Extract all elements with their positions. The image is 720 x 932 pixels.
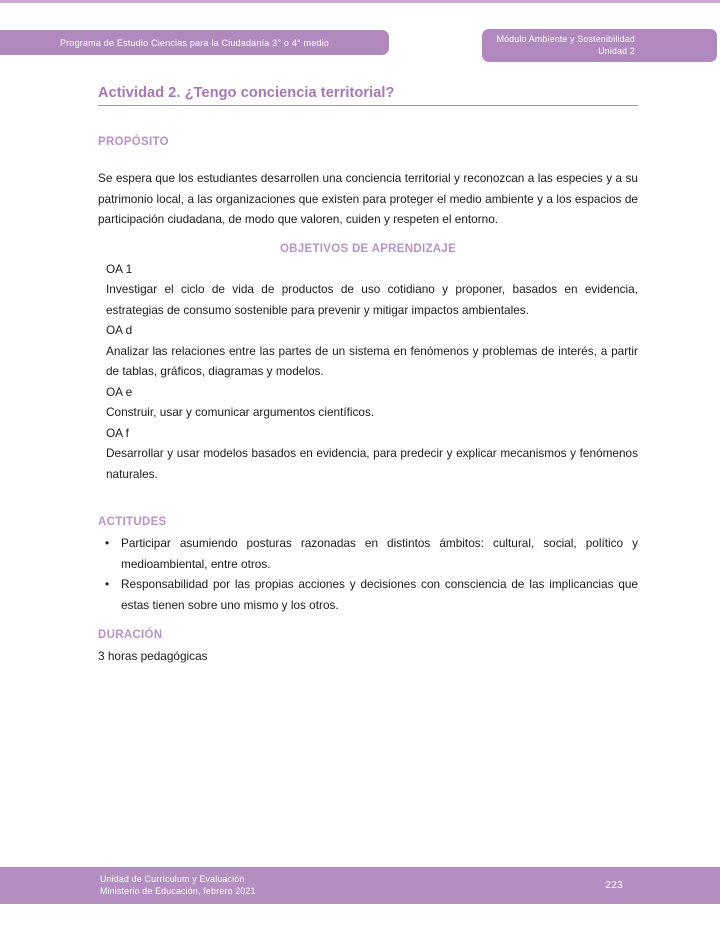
oa-code: OA d bbox=[106, 323, 133, 337]
oa-text: Construir, usar y comunicar argumentos científicos. bbox=[106, 405, 375, 419]
oa-code: OA e bbox=[106, 384, 133, 399]
actitudes-list bbox=[98, 533, 638, 615]
main-content bbox=[98, 82, 638, 667]
oa-text: Analizar las relaciones entre las partes de un sistema en fenómenos y problemas de interés, a partir de tablas, gráficos, diagramas y modelos. bbox=[106, 343, 638, 378]
list-item bbox=[106, 382, 638, 423]
section-heading-actitudes: ACTITUDES bbox=[98, 516, 167, 528]
header-banner-program bbox=[0, 30, 389, 55]
page-number: 223 bbox=[605, 880, 623, 891]
proposito-paragraph: Se espera que los estudiantes desarrollen una conciencia territorial y reconozcan a las especies y a su patrimonio local, a las organizaciones que existen para proteger el medio ambiente y a los espacios de participación ciudadana, de modo que valoren, cuiden y respeten el entorno. bbox=[98, 171, 638, 226]
bullet-icon: • bbox=[105, 536, 110, 550]
footer-bar bbox=[0, 867, 720, 904]
oa-code: OA f bbox=[106, 425, 129, 440]
oa-text: Desarrollar y usar modelos basados en evidencia, para predecir y explicar mecanismos y fenómenos naturales. bbox=[106, 446, 638, 481]
header-banner-module-line2: Unidad 2 bbox=[598, 45, 635, 56]
objetivos-list bbox=[106, 259, 638, 485]
oa-code: OA 1 bbox=[106, 261, 133, 276]
page-top-border bbox=[0, 0, 720, 3]
list-item bbox=[106, 320, 638, 382]
header-banner-module bbox=[482, 29, 717, 62]
page-title: Actividad 2. ¿Tengo conciencia territorial? bbox=[98, 85, 395, 101]
list-item bbox=[106, 423, 638, 485]
duracion-value: 3 horas pedagógicas bbox=[98, 649, 208, 663]
footer-credits-line1: Unidad de Currículum y Evaluación bbox=[100, 873, 245, 884]
header-banner-program-label: Programa de Estudio Ciencias para la Ciudadanía 3° o 4° medio bbox=[59, 37, 330, 48]
list-item bbox=[98, 574, 638, 615]
oa-text: Investigar el ciclo de vida de productos de uso cotidiano y proponer, basados en evidencia, estrategias de consumo sostenible para prevenir y mitigar impactos ambientales. bbox=[106, 282, 638, 317]
section-heading-proposito: PROPÓSITO bbox=[98, 136, 169, 148]
title-underline bbox=[98, 105, 638, 106]
section-heading-objetivos: OBJETIVOS DE APRENDIZAJE bbox=[279, 242, 457, 255]
section-heading-duracion: DURACIÓN bbox=[98, 629, 163, 641]
footer-credits bbox=[0, 874, 256, 898]
header-banner-module-line1: Módulo Ambiente y Sostenibilidad bbox=[496, 34, 635, 44]
bullet-text: Participar asumiendo posturas razonadas en distintos ámbitos: cultural, social, político y medioambiental, entre otros. bbox=[121, 536, 638, 571]
bullet-icon: • bbox=[105, 577, 110, 591]
bullet-text: Responsabilidad por las propias acciones y decisiones con consciencia de las implicancias que estas tienen sobre uno mismo y los otros. bbox=[121, 577, 638, 612]
list-item bbox=[98, 533, 638, 574]
list-item bbox=[106, 259, 638, 321]
footer-credits-line2: Ministerio de Educación, febrero 2021 bbox=[100, 885, 256, 896]
